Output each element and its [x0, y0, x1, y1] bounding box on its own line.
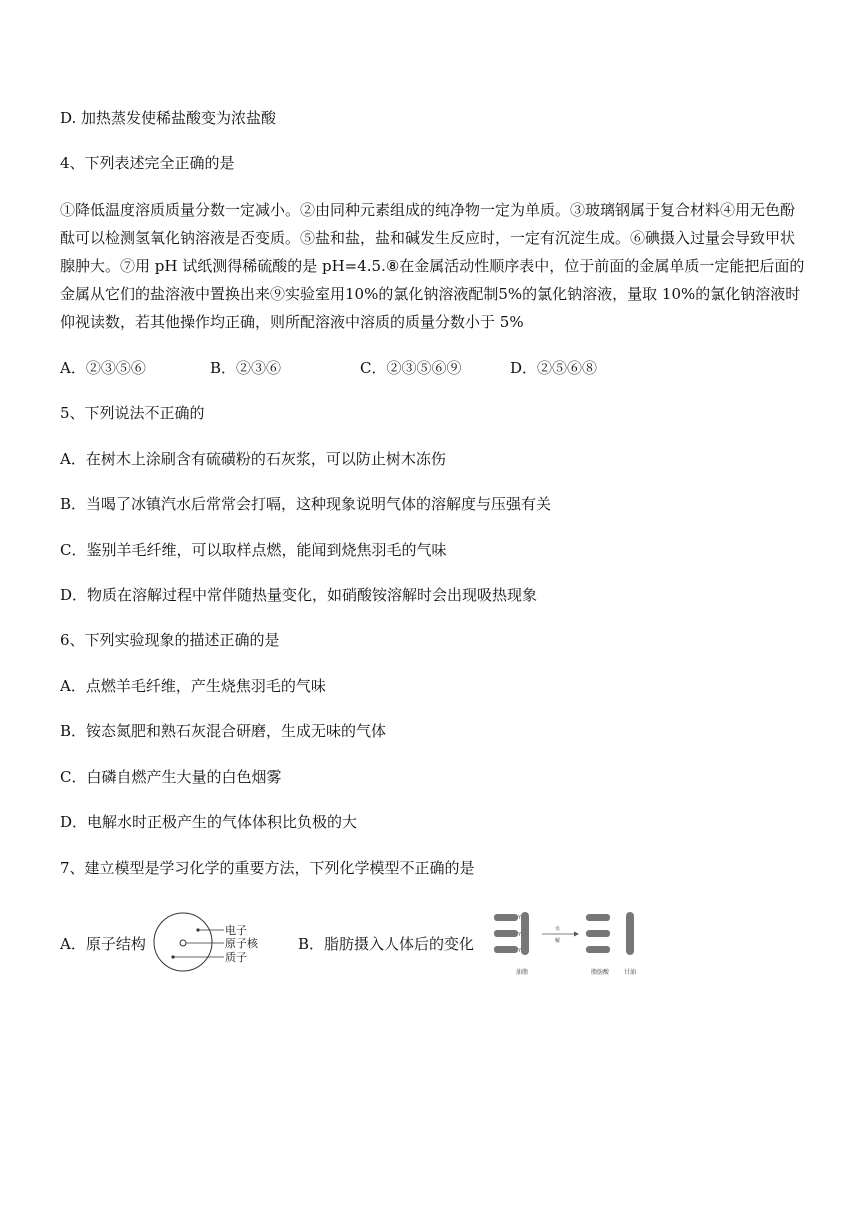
q6-option-c: C．白磷自燃产生大量的白色烟雾 — [60, 768, 282, 786]
caption-fatty-acid: 脂肪酸 — [591, 969, 610, 976]
q5-stem: 5、下列说法不正确的 — [60, 404, 205, 422]
label-proton: 质子 — [225, 951, 247, 964]
q7-option-b-label: B．脂肪摄入人体后的变化 — [298, 935, 475, 953]
svg-text:Y: Y — [518, 932, 522, 938]
q6-option-a: A．点燃羊毛纤维，产生烧焦羽毛的气味 — [60, 677, 326, 695]
atom-structure-diagram — [150, 912, 270, 974]
q6-stem: 6、下列实验现象的描述正确的是 — [60, 631, 280, 649]
fat-digestion-diagram — [488, 908, 648, 982]
q5-option-b: B．当喝了冰镇汽水后常常会打嗝，这种现象说明气体的溶解度与压强有关 — [60, 495, 552, 513]
svg-text:Y: Y — [518, 915, 522, 921]
q6-option-b: B．铵态氮肥和熟石灰混合研磨，生成无味的气体 — [60, 722, 387, 740]
q4-option-c: C．②③⑤⑥⑨ — [360, 359, 462, 377]
electron-shell — [154, 913, 212, 971]
arrow-label-top: 水 — [555, 926, 561, 932]
glycerol-icon — [626, 912, 634, 955]
label-nucleus: 原子核 — [225, 937, 258, 950]
q4-stem: 4、下列表述完全正确的是 — [60, 154, 235, 172]
q4-options — [60, 358, 597, 378]
q5-option-c: C．鉴别羊毛纤维，可以取样点燃，能闻到烧焦羽毛的气味 — [60, 541, 447, 559]
q5-option-d: D．物质在溶解过程中常伴随热量变化，如硝酸铵溶解时会出现吸热现象 — [60, 586, 538, 604]
arrow-label-bottom: 解 — [555, 938, 561, 944]
caption-oil: 油脂 — [516, 969, 529, 976]
q6-option-d: D．电解水时正极产生的气体体积比负极的大 — [60, 813, 358, 831]
q3-option-d: D. 加热蒸发使稀盐酸变为浓盐酸 — [60, 109, 277, 127]
q4-option-d: D．②⑤⑥⑧ — [510, 359, 598, 377]
caption-glycerol: 甘油 — [624, 969, 637, 976]
label-electron: 电子 — [225, 924, 247, 937]
q4-body: ①降低温度溶质质量分数一定减小。②由同种元素组成的纯净物一定为单质。③玻璃钢属于复合材料④用无色酚酞可以检测氢氧化钠溶液是否变质。⑤盐和盐，盐和碱发生反应时，一定有沉淀生成。⑥碘摄入过量会导致甲状腺肿大。⑦用 pH 试纸测得稀硫酸的是 pH=4.5.⑧在金属活动性顺序表中，位于前面的金属单质一定能把后面的金属从它们的盐溶液中置换出来⑨实验室用10%的氯化钠溶液配制5%的氯化钠溶液，量取 10%的氯化钠溶液时仰视读数，若其他操作均正确，则所配溶液中溶质的质量分数小于 5% — [60, 201, 805, 331]
nucleus — [180, 940, 186, 946]
q7-stem: 7、建立模型是学习化学的重要方法，下列化学模型不正确的是 — [60, 859, 475, 877]
svg-text:Y: Y — [518, 948, 522, 954]
oil-molecule-icon — [494, 912, 529, 955]
q5-option-a: A．在树木上涂刷含有硫磺粉的石灰浆，可以防止树木冻伤 — [60, 450, 446, 468]
q4-option-b: B．②③⑥ — [210, 359, 282, 377]
q4-option-a: A．②③⑤⑥ — [60, 359, 146, 377]
fatty-acid-icon — [586, 914, 610, 953]
q7-option-a-label: A．原子结构 — [60, 935, 146, 953]
